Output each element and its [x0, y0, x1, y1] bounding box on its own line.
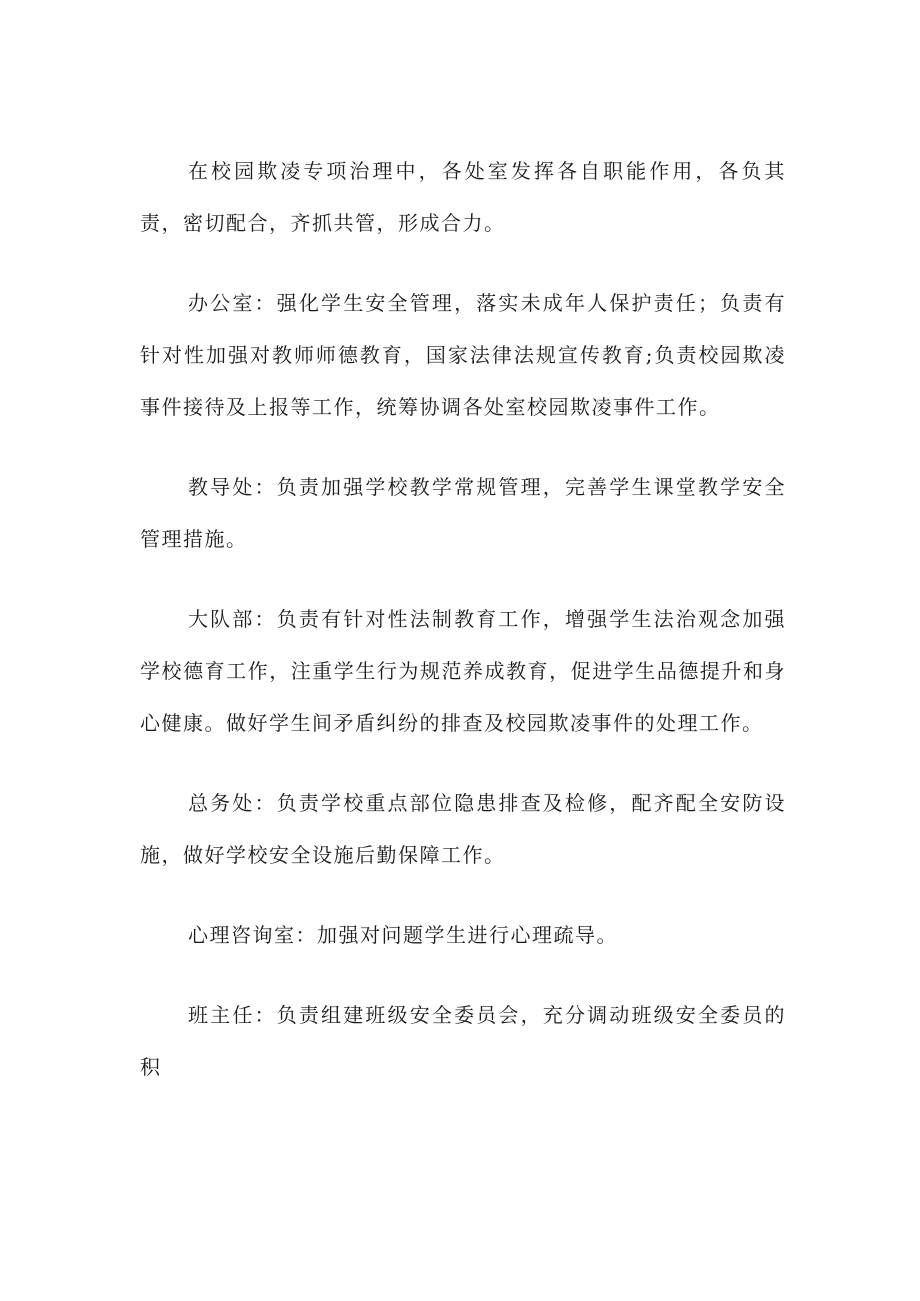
paragraph-brigade: 大队部：负责有针对性法制教育工作，增强学生法治观念加强学校德育工作，注重学生行为规范养成教育，促进学生品德提升和身心健康。做好学生间矛盾纠纷的排查及校园欺凌事件的处理工作。: [140, 607, 786, 735]
paragraph-general-affairs: 总务处：负责学校重点部位隐患排查及检修，配齐配全安防设施，做好学校安全设施后勤保障工作。: [140, 791, 786, 867]
paragraph-teaching-office: 教导处：负责加强学校教学常规管理，完善学生课堂教学安全管理措施。: [140, 475, 786, 551]
paragraph-intro: 在校园欺凌专项治理中，各处室发挥各自职能作用，各负其责，密切配合，齐抓共管，形成合力。: [140, 159, 786, 235]
paragraph-class-teacher: 班主任：负责组建班级安全委员会，充分调动班级安全委员的积: [140, 1003, 786, 1079]
document-body: [140, 145, 786, 1121]
paragraph-office: 办公室：强化学生安全管理，落实未成年人保护责任；负责有针对性加强对教师师德教育，国家法律法规宣传教育;负责校园欺凌事件接待及上报等工作，统筹协调各处室校园欺凌事件工作。: [140, 291, 786, 419]
paragraph-counseling-room: 心理咨询室：加强对问题学生进行心理疏导。: [188, 923, 618, 947]
